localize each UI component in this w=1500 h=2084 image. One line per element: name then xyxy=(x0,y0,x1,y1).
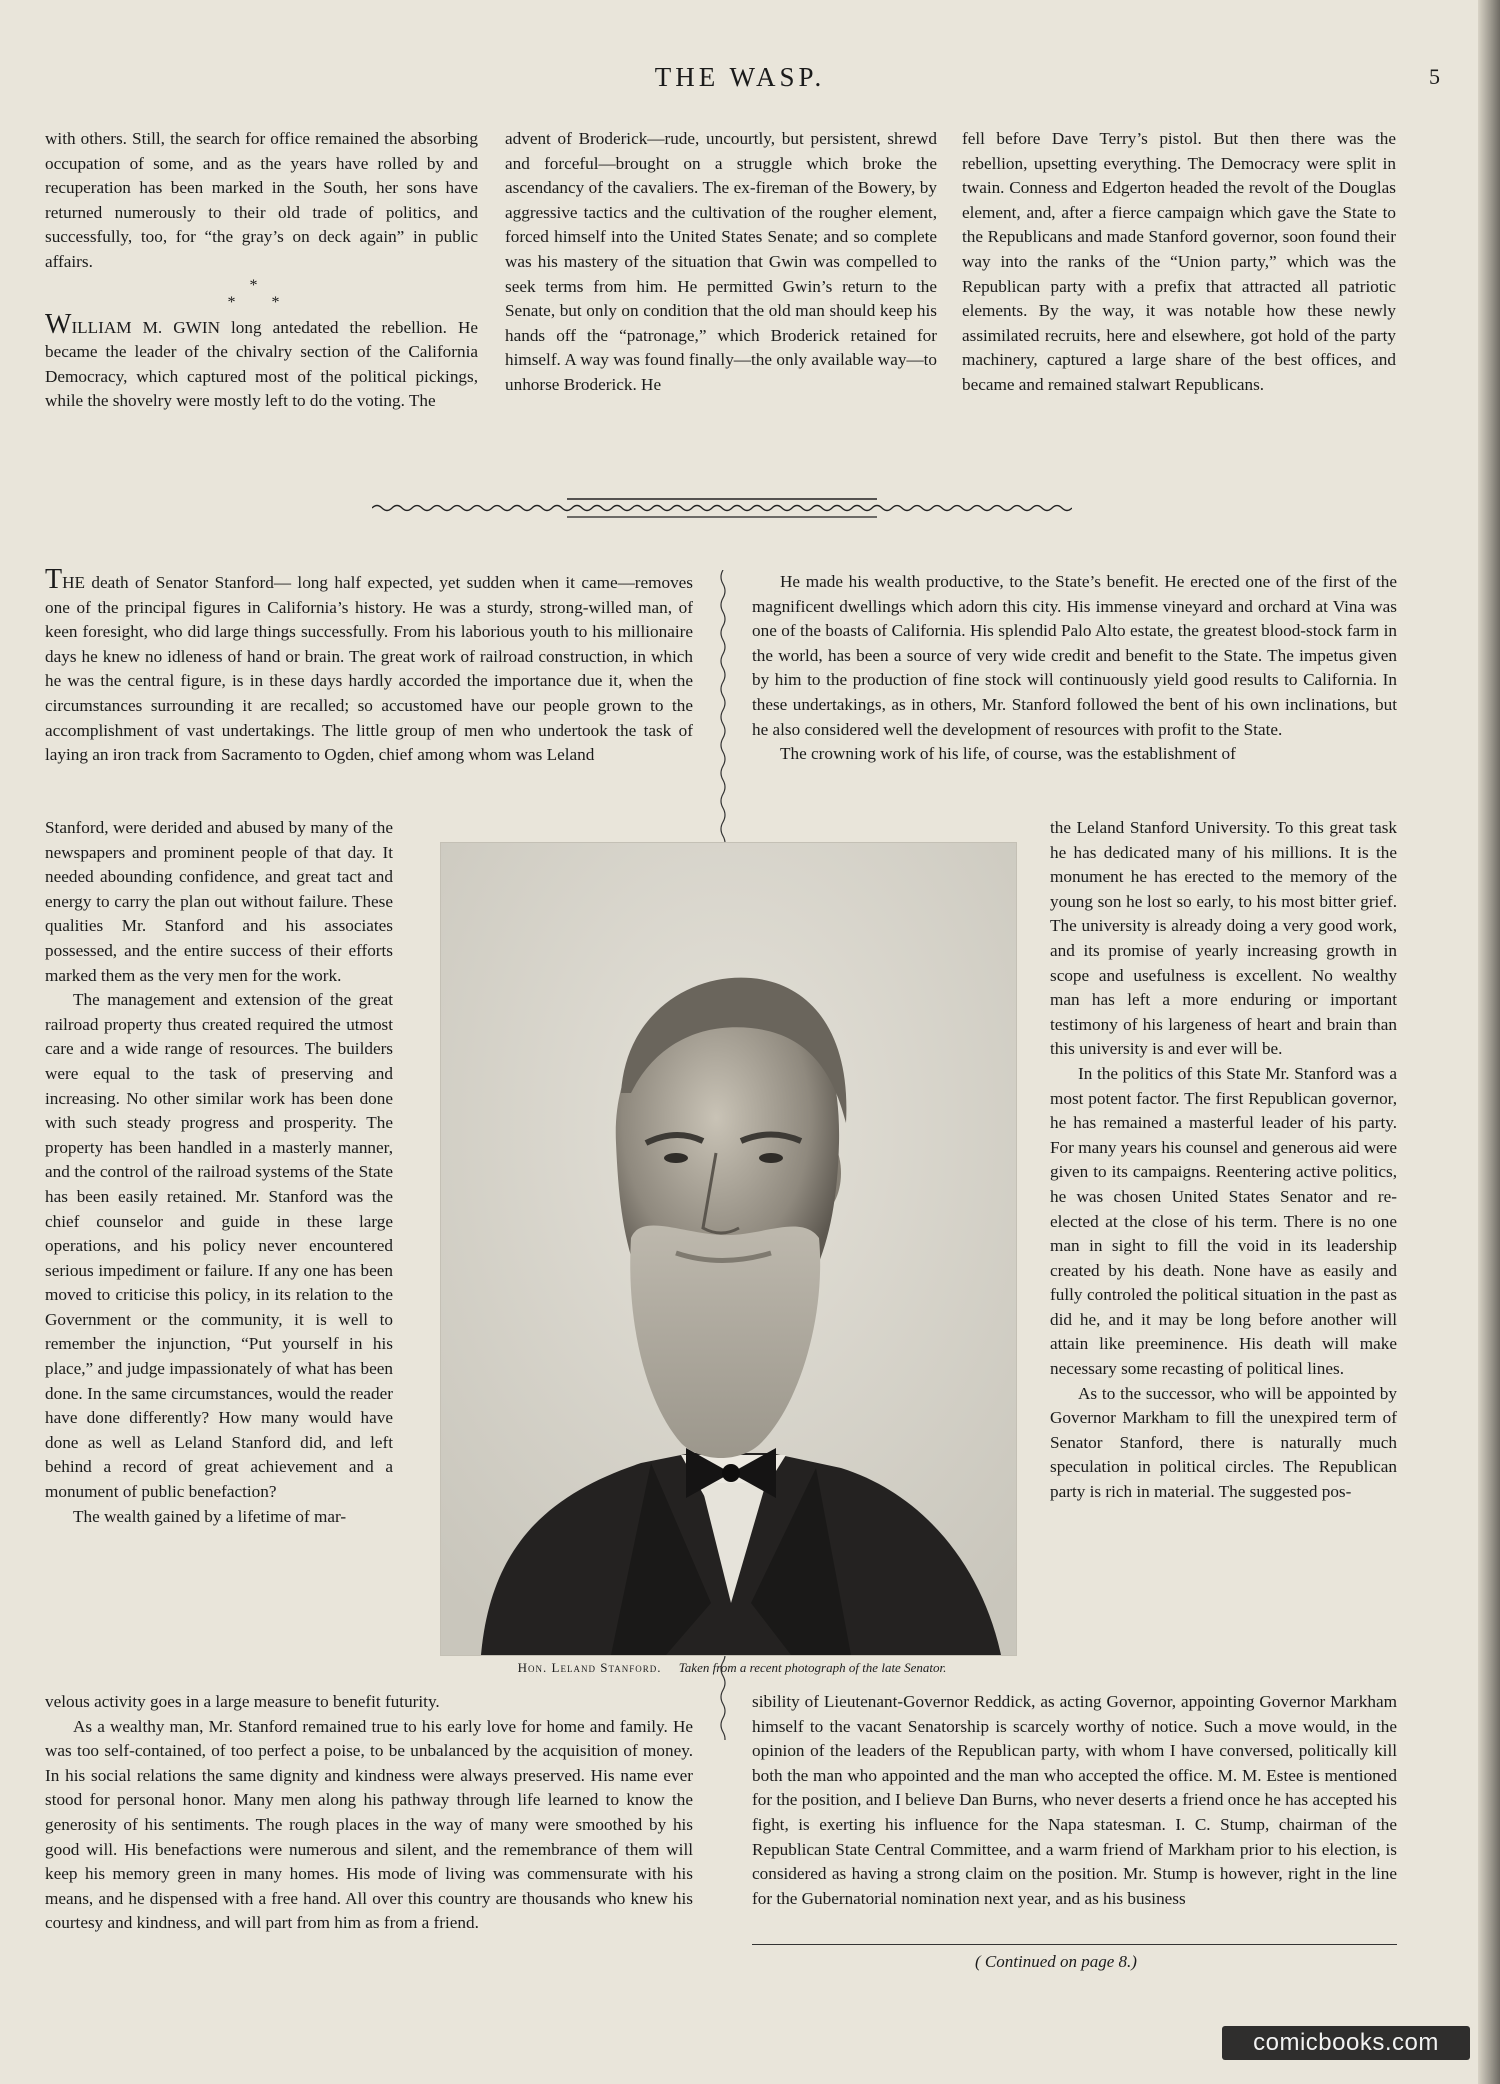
drop-cap-t: T xyxy=(45,564,63,595)
section-stars xyxy=(45,277,478,311)
left-narrow-paragraph-3: The wealth gained by a lifetime of mar- xyxy=(73,1506,347,1526)
watermark-logo: comicbooks.com xyxy=(1222,2026,1470,2060)
right-top-paragraph-2: The crowning work of his life, of course, was the establishment of xyxy=(780,744,1236,764)
article-left-bottom xyxy=(45,1690,693,1936)
caption-description: Taken from a recent photograph of the late Senator. xyxy=(678,1660,947,1675)
end-rule xyxy=(752,1944,1397,1945)
gwin-name-caps: ILLIAM M. GWIN xyxy=(71,317,220,337)
opening-text: death of Senator Stanford— long half expected, yet sudden when it came—removes one of the principal figures in California’s history. He was a sturdy, strong-willed man, of keen foresight, who did large things successfully. From his laborious youth to his millionaire days he knew no idleness of hand or brain. The great work of railroad construction, in which he was the central figure, is in these days hardly accorded the importance due it, when the circumstances surrounding it are recalled; so accustomed have our people grown to the accomplishment of vast undertakings. The little group of men who undertook the task of laying an iron track from Sacramento to Ogden, chief among whom was Leland xyxy=(45,573,693,765)
gwin-text: long antedated the rebellion. He became the leader of the chivalry section of the California Democracy, which captured most of the political pickings, while the shovelry were mostly left to do the voting. The xyxy=(45,317,478,411)
caption-name: Hon. Leland Stanford. xyxy=(517,1660,662,1675)
top-column-3 xyxy=(962,127,1396,398)
photo-caption xyxy=(452,1660,1012,1676)
right-narrow-paragraph-2: In the politics of this State Mr. Stanford was a most potent factor. The first Republican governor, he has remained a masterful leader of his party. For many years his counsel and generous aid were given to its campaigns. Reentering active politics, he was chosen United States Senator and re-elected at the close of his term. There is no one man in sight to fill the void in its leadership created by his death. None have as easily and fully controled the political situation in the past as did he, and it may be long before another will attain like preeminence. His death will make necessary some recasting of political lines. xyxy=(1050,1063,1397,1379)
drop-cap-w: W xyxy=(45,308,72,340)
right-narrow-paragraph-3: As to the successor, who will be appointed by Governor Markham to fill the unexpired term of Senator Stanford, there is naturally much speculation in political circles. The Republican party is rich in material. The suggested pos- xyxy=(1050,1383,1397,1502)
masthead: THE WASP. xyxy=(654,62,826,92)
top-col1-paragraph-1: with others. Still, the search for office remained the absorbing occupation of some, and as the years have rolled by and recuperation has been marked in the South, her sons have returned numerously to their old trade of politics, and successfully, too, for “the gray’s on deck again” in public affairs. xyxy=(45,129,478,271)
stars-bottom: * * xyxy=(227,293,296,311)
continued-note: ( Continued on page 8.) xyxy=(975,1952,1137,1971)
top-col3-paragraph: fell before Dave Terry’s pistol. But then there was the rebellion, upsetting everything. The Democracy were split in twain. Conness and Edgerton headed the revolt of the Douglas element, and, after a fierce campaign which gave the State to the Republicans and made Stanford governor, soon found their way into the ranks of the “Union party,” which was the Republican party with a prefix that attracted all patriotic elements. By the way, it was notable how these newly assimilated recruits, here and elsewhere, got hold of the party machinery, captured a large share of the best offices, and became and remained stalwart Republicans. xyxy=(962,129,1396,394)
right-bottom-paragraph: sibility of Lieutenant-Governor Reddick, as acting Governor, appointing Governor Markham himself to the vacant Senatorship is scarcely worthy of notice. Such a move would, in the opinion of the leaders of the Republican party, with whom I have conversed, politically kill both the man who appointed and the man who accepted the office. M. M. Estee is mentioned for the position, and I believe Dan Burns, who never deserts a friend once he has accepted his fight, is exerting his influence for the Napa statesman. I. C. Stump, chairman of the Republican State Central Committee, and a warm friend of Markham prior to his election, is considered as having a strong claim on the position. Mr. Stump is however, right in the line for the Gubernatorial nomination next year, and as his business xyxy=(752,1692,1397,1908)
article-left-narrow xyxy=(45,816,393,1529)
right-top-paragraph-1: He made his wealth productive, to the State’s benefit. He erected one of the first of the magnificent dwellings which adorn this city. His immense vineyard and orchard at Vina was one of the boasts of California. His splendid Palo Alto estate, the greatest blood-stock farm in the world, has been a source of very wide credit and benefit to the State. The impetus given by him to the production of fine stock will continuously yield good results to California. In these undertakings, as in others, Mr. Stanford followed the bent of his own inclinations, but he also considered well the development of resources with profit to the State. xyxy=(752,572,1397,739)
top-col2-paragraph: advent of Broderick—rude, uncourtly, but persistent, shrewd and forceful—brought on a struggle which broke the ascendancy of the cavaliers. The ex-fireman of the Bowery, by aggressive tactics and the cultivation of the rougher element, forced himself into the United States Senate; and so complete was his mastery of the situation that Gwin was compelled to seek terms from him. He permitted Gwin’s return to the Senate, but only on condition that the old man should keep his hands off the “patronage,” which Broderick retained for himself. A way was found finally—the only available way—to unhorse Broderick. He xyxy=(505,129,937,394)
article-left-top xyxy=(45,564,693,768)
binding-shadow xyxy=(1478,0,1500,2084)
article-right-bottom xyxy=(752,1690,1397,1911)
star-top: * xyxy=(249,276,274,294)
article-right-top xyxy=(752,570,1397,767)
opening-caps: HE xyxy=(62,573,86,592)
left-narrow-paragraph-1: Stanford, were derided and abused by many of the newspapers and prominent people of that day. It needed abounding confidence, and great tact and energy to carry the plan out without failure. These qualities Mr. Stanford and his associates possessed, and the entire success of their efforts marked them as the very men for the work. xyxy=(45,818,393,985)
page-number: 5 xyxy=(1429,64,1440,89)
top-column-2 xyxy=(505,127,937,398)
portrait-photo xyxy=(440,842,1017,1656)
left-bottom-paragraph-2: As a wealthy man, Mr. Stanford remained true to his early love for home and family. He was too self-contained, of too perfect a poise, to be unbalanced by the acquisition of money. In his social relations the same dignity and kindness were always preserved. His name ever stood for personal honor. Many men along his pathway through life learned to know the generosity of his sentiments. The rough places in the way of many were smoothed by his good will. His benefactions were numerous and silent, and the remembrance of them will keep his memory green in many homes. His mode of living was commensurate with his means, and he dispensed with a free hand. All over this country are thousands who knew his courtesy and kindness, and will part from him as from a friend. xyxy=(45,1716,693,1933)
portrait-illustration xyxy=(441,843,1016,1655)
article-right-narrow xyxy=(1050,816,1397,1505)
ornamental-divider xyxy=(372,495,1072,525)
top-col1-paragraph-2 xyxy=(45,308,478,414)
right-narrow-paragraph-1: the Leland Stanford University. To this great task he has dedicated many of his millions. It is the monument he has erected to the memory of the young son he lost so early, to his most bitter grief. The university is already doing a very good work, and its promise of yearly increasing growth in scope and usefulness is excellent. No wealthy man has left a more enduring or important testimony of his largeness of heart and brain than this university is and ever will be. xyxy=(1050,818,1397,1059)
top-column-1 xyxy=(45,127,478,414)
left-narrow-paragraph-2: The management and extension of the great railroad property thus created required the utmost care and a wide range of resources. The builders were equal to the task of preserving and increasing. No other similar work has been done with such steady progress and prosperity. The property has been handled in a masterly manner, and the control of the railroad systems of the State has been easily retained. Mr. Stanford was the chief counselor and guide in these large operations, and his policy never encountered serious impediment or failure. If any one has been moved to criticise this policy, in its relation to the Government or the community, it is well to remember the injunction, “Put yourself in his place,” and judge impassionately of what has been done. In the same circumstances, would the reader have done differently? How many would have done as well as Leland Stanford did, and left behind a record of great achievement and a monument of public benefaction? xyxy=(45,990,393,1502)
article-opening xyxy=(45,564,693,768)
page-header xyxy=(40,62,1440,102)
left-bottom-paragraph-1: velous activity goes in a large measure to benefit futurity. xyxy=(45,1692,440,1711)
